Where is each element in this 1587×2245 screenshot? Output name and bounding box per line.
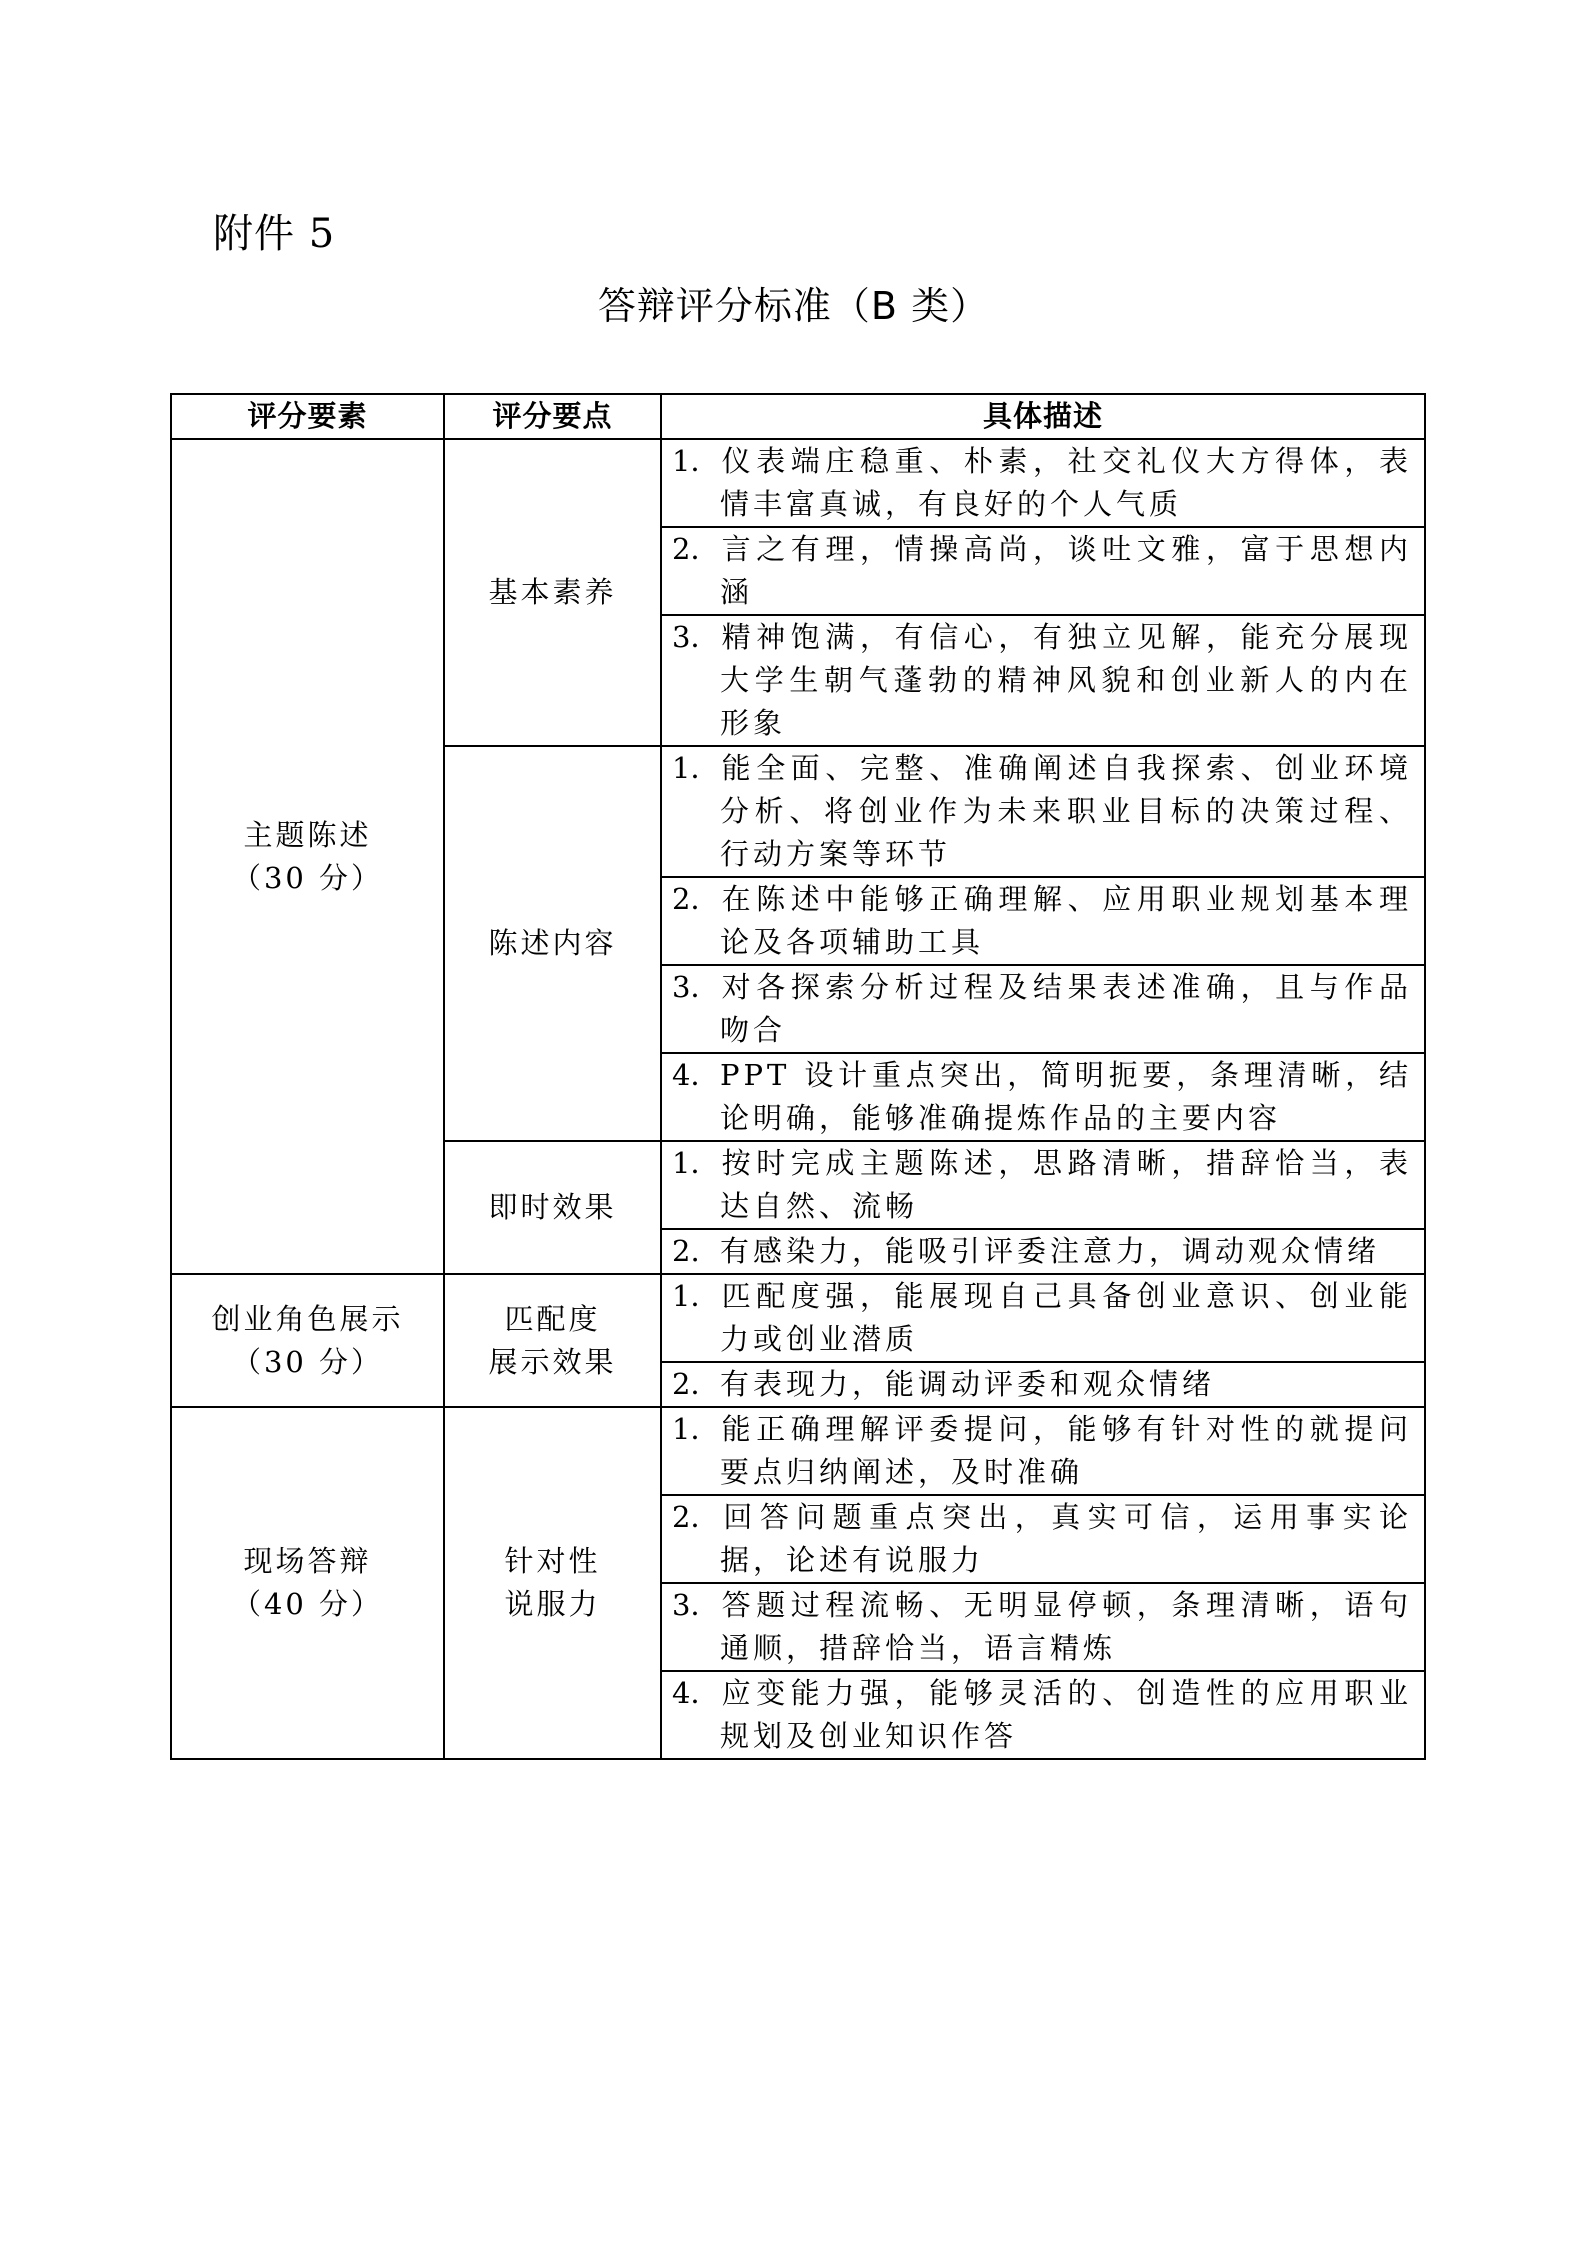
- item-number: 1．: [672, 1146, 720, 1180]
- description-cell: [661, 1141, 1425, 1229]
- point-cell: 即时效果: [444, 1141, 661, 1274]
- header-description: 具体描述: [661, 394, 1425, 439]
- description-cell: [661, 1362, 1425, 1407]
- item-number: 2.: [672, 1234, 700, 1268]
- description-cell: [661, 1229, 1425, 1274]
- item-number: 4．: [672, 1676, 720, 1710]
- item-text: 言之有理，情操高尚，谈吐文雅，富于思想内涵: [720, 532, 1412, 609]
- item-number: 2．: [672, 532, 720, 566]
- category-cell: 创业角色展示 （30 分）: [171, 1274, 444, 1407]
- item-text: 应变能力强，能够灵活的、创造性的应用职业规划及创业知识作答: [720, 1676, 1412, 1753]
- scoring-table: [170, 393, 1426, 1760]
- item-text: 精神饱满，有信心，有独立见解，能充分展现大学生朝气蓬勃的精神风貌和创业新人的内在形象: [720, 620, 1412, 740]
- description-cell: [661, 1671, 1425, 1759]
- item-number: 4．: [672, 1058, 720, 1092]
- item-text: 对各探索分析过程及结果表述准确，且与作品吻合: [720, 970, 1412, 1047]
- description-cell: [661, 746, 1425, 877]
- point-cell: 基本素养: [444, 439, 661, 746]
- item-text: 仪表端庄稳重、朴素，社交礼仪大方得体，表情丰富真诚，有良好的个人气质: [720, 444, 1412, 521]
- description-cell: [661, 1053, 1425, 1141]
- item-number: 2．: [672, 1367, 720, 1401]
- description-cell: [661, 527, 1425, 615]
- header-scoring-element: 评分要素: [171, 394, 444, 439]
- header-scoring-point: 评分要点: [444, 394, 661, 439]
- point-cell: 针对性 说服力: [444, 1407, 661, 1759]
- item-text: 回答问题重点突出，真实可信，运用事实论据，论述有说服力: [720, 1500, 1412, 1577]
- item-number: 3．: [672, 1588, 720, 1622]
- item-text: 能全面、完整、准确阐述自我探索、创业环境分析、将创业作为未来职业目标的决策过程、行动方案等环节: [720, 751, 1412, 871]
- description-cell: [661, 1407, 1425, 1495]
- item-text: 在陈述中能够正确理解、应用职业规划基本理论及各项辅助工具: [720, 882, 1412, 959]
- item-number: 2．: [672, 882, 720, 916]
- description-cell: [661, 615, 1425, 746]
- document-title: 答辩评分标准（B 类）: [597, 284, 990, 328]
- description-cell: [661, 1274, 1425, 1362]
- item-text: 能正确理解评委提问，能够有针对性的就提问要点归纳阐述，及时准确: [720, 1412, 1412, 1489]
- item-number: 3．: [672, 620, 720, 654]
- table-row: [171, 1274, 1425, 1362]
- item-text: 有感染力，能吸引评委注意力，调动观众情绪: [720, 1234, 1381, 1268]
- item-number: 1．: [672, 444, 720, 478]
- item-text: 按时完成主题陈述，思路清晰，措辞恰当，表达自然、流畅: [720, 1146, 1412, 1223]
- table-row: [171, 1407, 1425, 1495]
- description-cell: [661, 965, 1425, 1053]
- attachment-label: 附件 5: [213, 211, 336, 257]
- item-text: 匹配度强，能展现自己具备创业意识、创业能力或创业潜质: [720, 1279, 1412, 1356]
- item-text: PPT 设计重点突出，简明扼要，条理清晰，结论明确，能够准确提炼作品的主要内容: [720, 1058, 1412, 1135]
- item-text: 有表现力，能调动评委和观众情绪: [720, 1367, 1216, 1401]
- description-cell: [661, 1495, 1425, 1583]
- category-cell: 主题陈述 （30 分）: [171, 439, 444, 1274]
- point-cell: 陈述内容: [444, 746, 661, 1141]
- description-cell: [661, 877, 1425, 965]
- table-header-row: [171, 394, 1425, 439]
- item-text: 答题过程流畅、无明显停顿，条理清晰，语句通顺，措辞恰当，语言精炼: [720, 1588, 1412, 1665]
- item-number: 2．: [672, 1500, 720, 1534]
- table-row: [171, 439, 1425, 527]
- description-cell: [661, 439, 1425, 527]
- point-cell: 匹配度 展示效果: [444, 1274, 661, 1407]
- item-number: 1．: [672, 751, 720, 785]
- category-cell: 现场答辩 （40 分）: [171, 1407, 444, 1759]
- description-cell: [661, 1583, 1425, 1671]
- item-number: 1．: [672, 1412, 720, 1446]
- item-number: 1．: [672, 1279, 720, 1313]
- item-number: 3．: [672, 970, 720, 1004]
